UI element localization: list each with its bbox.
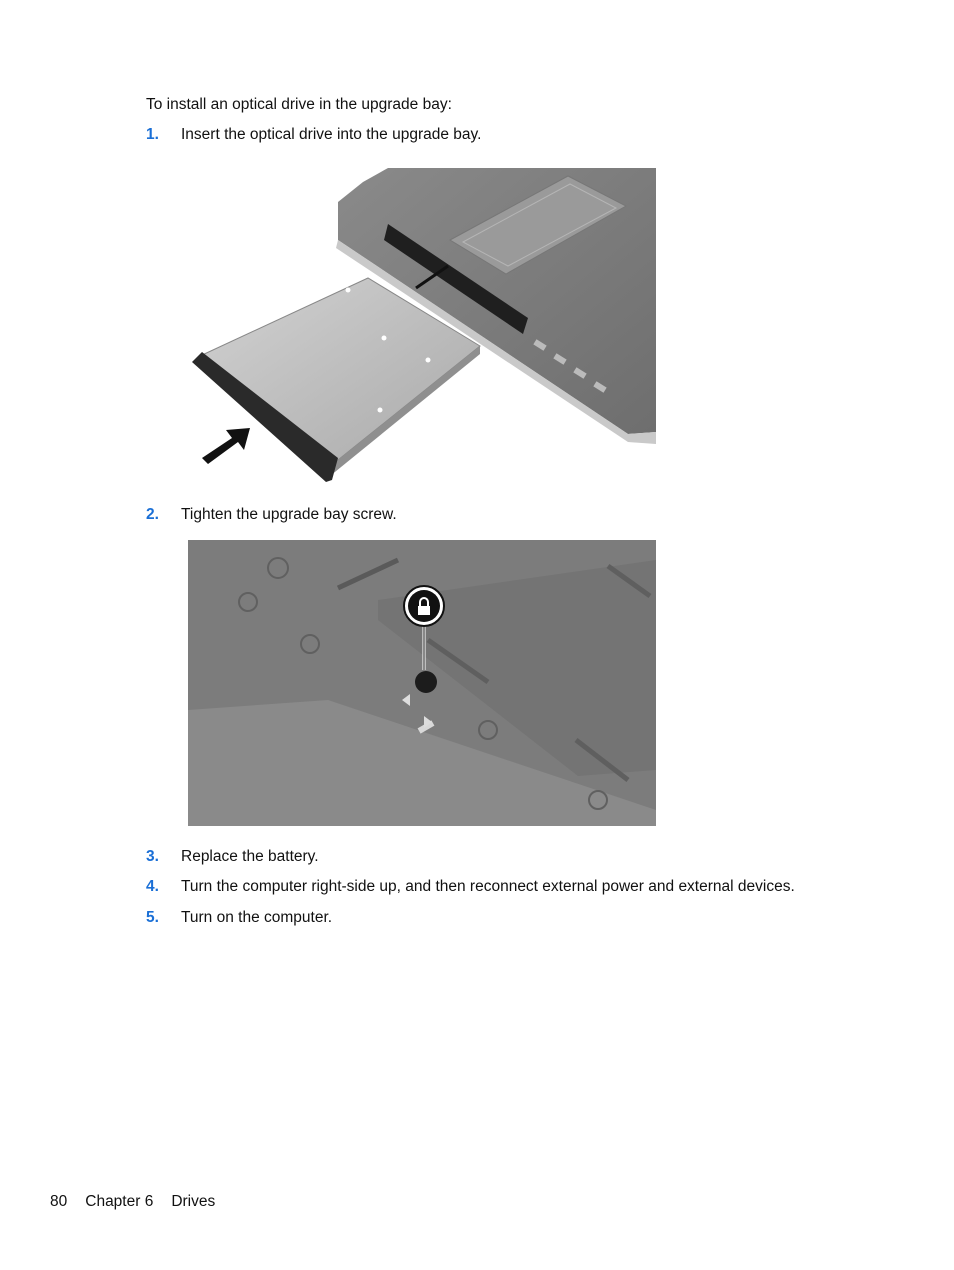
page-footer bbox=[50, 1193, 233, 1211]
step-1 bbox=[146, 126, 481, 144]
step-number: 4. bbox=[146, 878, 159, 895]
step-4 bbox=[146, 878, 795, 896]
step-number: 3. bbox=[146, 848, 159, 865]
step-3 bbox=[146, 848, 319, 866]
chapter-label: Chapter 6 bbox=[85, 1193, 154, 1210]
step-text: Turn on the computer. bbox=[181, 909, 333, 926]
intro-text: To install an optical drive in the upgrade bay: bbox=[146, 96, 452, 113]
step-number: 2. bbox=[146, 506, 159, 523]
step-text: Replace the battery. bbox=[181, 848, 319, 865]
page-number: 80 bbox=[50, 1193, 68, 1210]
upgrade-bay-screw bbox=[415, 671, 437, 693]
optical-drive-insertion-illustration bbox=[188, 162, 656, 488]
arrow-icon bbox=[202, 428, 250, 464]
step-5 bbox=[146, 909, 332, 927]
step-text: Insert the optical drive into the upgrade bay. bbox=[181, 126, 482, 143]
upgrade-bay-screw-illustration bbox=[188, 540, 656, 826]
step-number: 1. bbox=[146, 126, 159, 143]
section-label: Drives bbox=[171, 1193, 216, 1210]
step-text: Turn the computer right-side up, and then reconnect external power and external devices. bbox=[181, 878, 795, 895]
step-number: 5. bbox=[146, 909, 159, 926]
step-2 bbox=[146, 506, 397, 524]
step-text: Tighten the upgrade bay screw. bbox=[181, 506, 397, 523]
